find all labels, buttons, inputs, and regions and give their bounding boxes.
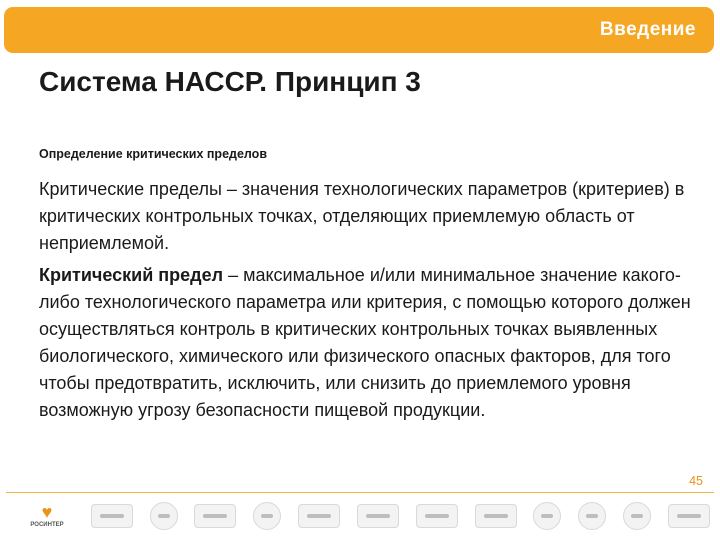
partner-logo-12 bbox=[668, 504, 710, 528]
partner-logo-4 bbox=[253, 502, 281, 530]
partner-logo-10 bbox=[578, 502, 606, 530]
slide-title: Система НАССР. Принцип 3 bbox=[39, 66, 421, 97]
partner-logo-7 bbox=[416, 504, 458, 528]
partner-logo-5 bbox=[298, 504, 340, 528]
main-logo bbox=[20, 496, 74, 536]
slide-subtitle: Определение критических пределов bbox=[39, 147, 267, 161]
critical-limit-text: – максимальное и/или минимальное значение какого-либо технологического параметра или критерия, с помощью которого должен осуществляться контроль в критических контрольных точках выявленных биологического, химического или физического опасных факторов, для того чтобы предотвратить, исключить, или снизить до приемлемого уровня возможную угрозу безопасности пищевой продукции. bbox=[39, 265, 691, 420]
partner-logo-1 bbox=[91, 504, 133, 528]
header-bar bbox=[4, 7, 714, 53]
partner-logo-6 bbox=[357, 504, 399, 528]
page-number: 45 bbox=[689, 474, 703, 488]
partner-logo-11 bbox=[623, 502, 651, 530]
partner-logo-8 bbox=[475, 504, 517, 528]
term-critical-limit: Критический предел bbox=[39, 265, 224, 285]
main-logo-name: РОСИНТЕР bbox=[30, 522, 64, 528]
paragraph-critical-limit bbox=[39, 262, 699, 424]
section-title: Введение bbox=[599, 19, 696, 40]
partner-logo-strip bbox=[20, 496, 710, 536]
partner-logo-3 bbox=[194, 504, 236, 528]
partner-logo-2 bbox=[150, 502, 178, 530]
partner-logo-9 bbox=[533, 502, 561, 530]
heart-icon: ♥ bbox=[41, 502, 53, 522]
paragraph-definition: Критические пределы – значения технологических параметров (критериев) в критических контрольных точках, отделяющих приемлемую область от неприемлемой. bbox=[39, 179, 685, 253]
footer-divider bbox=[6, 492, 714, 493]
